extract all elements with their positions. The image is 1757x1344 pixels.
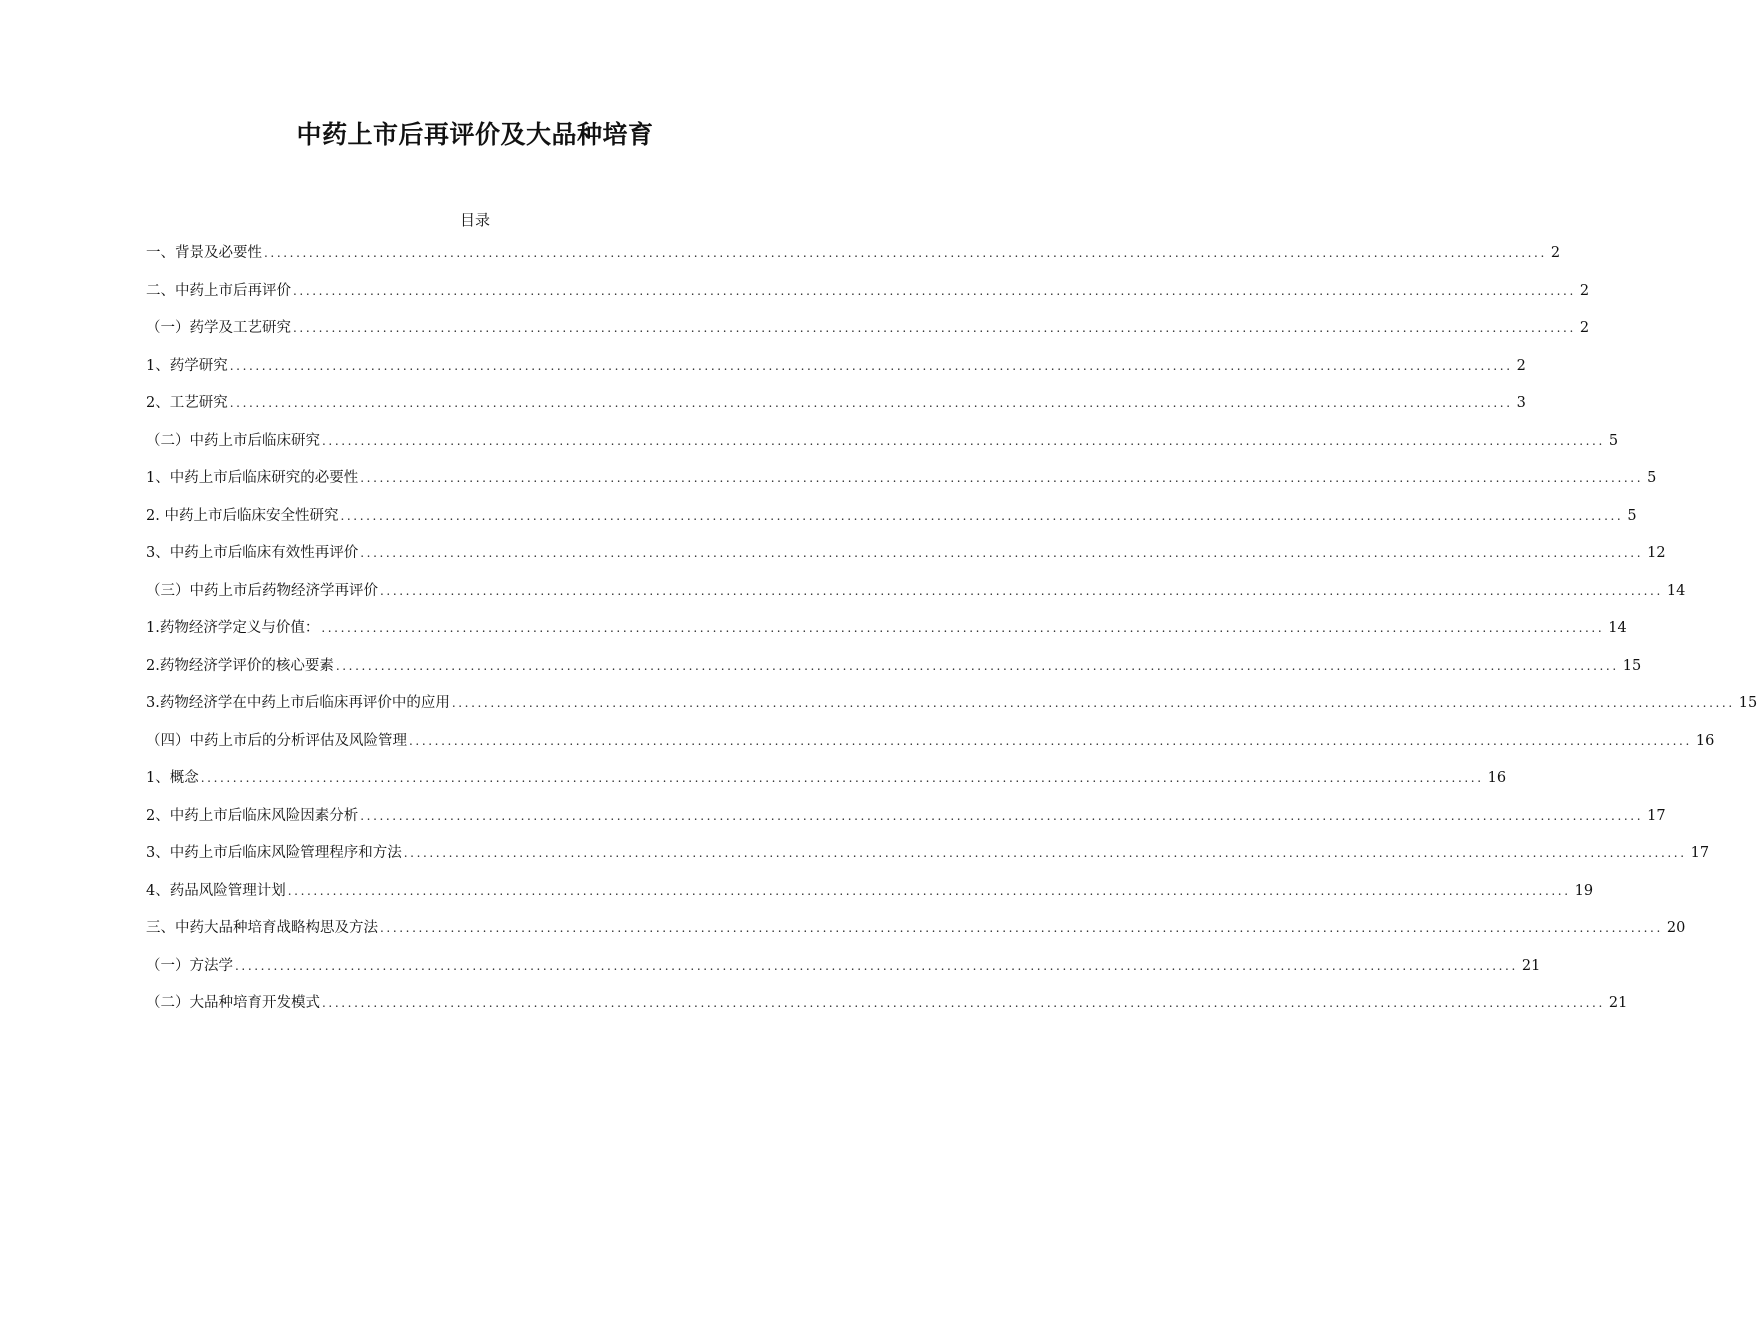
toc-entry[interactable] bbox=[146, 653, 1642, 691]
toc-entry[interactable] bbox=[146, 915, 1686, 953]
toc-dot-leader: ........................................................................................................................................................................................................ bbox=[229, 396, 1513, 410]
toc-entry-page: 20 bbox=[1666, 920, 1686, 936]
toc-entry[interactable] bbox=[146, 428, 1619, 466]
toc-dot-leader: ........................................................................................................................................................................................................ bbox=[360, 546, 1644, 560]
toc-entry-page: 5 bbox=[1627, 507, 1637, 524]
toc-entry[interactable] bbox=[146, 803, 1666, 841]
toc-entry-page: 21 bbox=[1608, 995, 1628, 1011]
toc-heading: 目录 bbox=[459, 211, 490, 229]
toc-entry[interactable] bbox=[146, 465, 1657, 503]
toc-dot-leader: ........................................................................................................................................................................................................ bbox=[451, 696, 1735, 710]
toc-dot-leader: ........................................................................................................................................................................................................ bbox=[229, 358, 1513, 373]
toc-entry[interactable] bbox=[146, 503, 1637, 541]
toc-entry-page: 14 bbox=[1608, 620, 1627, 636]
toc-entry-label: 一、背景及必要性 bbox=[146, 245, 262, 261]
toc-entry-label: 2、工艺研究 bbox=[146, 395, 228, 411]
toc-entry-label: 2、中药上市后临床风险因素分析 bbox=[146, 807, 359, 824]
toc-dot-leader: ........................................................................................................................................................................................................ bbox=[380, 921, 1663, 935]
toc-entry-page: 16 bbox=[1487, 770, 1507, 786]
toc-dot-leader: ........................................................................................................................................................................................................ bbox=[335, 658, 1619, 673]
toc-entry-label: 三、中药大品种培育战略构思及方法 bbox=[146, 920, 378, 936]
toc-entry[interactable] bbox=[146, 240, 1561, 278]
toc-entry[interactable] bbox=[146, 353, 1526, 391]
toc-dot-leader: ........................................................................................................................................................................................................ bbox=[321, 621, 1605, 635]
toc-entry-label: 2. 中药上市后临床安全性研究 bbox=[146, 507, 339, 524]
toc-entry-label: （二）大品种培育开发模式 bbox=[146, 995, 320, 1011]
toc-entry-label: 1、药学研究 bbox=[146, 357, 228, 374]
toc-dot-leader: ........................................................................................................................................................................................................ bbox=[293, 321, 1576, 335]
toc-entry-label: 3、中药上市后临床有效性再评价 bbox=[146, 545, 359, 561]
toc-entry-page: 15 bbox=[1738, 695, 1757, 711]
toc-dot-leader: ........................................................................................................................................................................................................ bbox=[403, 846, 1687, 860]
toc-dot-leader: ........................................................................................................................................................................................................ bbox=[322, 433, 1605, 448]
toc-entry-label: （一）药学及工艺研究 bbox=[146, 320, 291, 336]
toc-dot-leader: ........................................................................................................................................................................................................ bbox=[322, 996, 1605, 1010]
toc-dot-leader: ........................................................................................................................................................................................................ bbox=[293, 283, 1576, 298]
toc-entry-page: 5 bbox=[1647, 470, 1657, 486]
toc-dot-leader: ........................................................................................................................................................................................................ bbox=[360, 471, 1644, 485]
toc-dot-leader: ........................................................................................................................................................................................................ bbox=[409, 733, 1692, 748]
toc-entry[interactable] bbox=[146, 278, 1590, 316]
toc-entry[interactable] bbox=[146, 578, 1686, 616]
toc-entry[interactable] bbox=[146, 315, 1590, 353]
toc-entry[interactable] bbox=[146, 390, 1526, 428]
toc-entry[interactable] bbox=[146, 615, 1627, 653]
toc-entry-page: 5 bbox=[1608, 432, 1619, 449]
toc-dot-leader: ........................................................................................................................................................................................................ bbox=[235, 958, 1518, 973]
toc-entry-label: （三）中药上市后药物经济学再评价 bbox=[146, 582, 378, 599]
toc-entry-page: 14 bbox=[1666, 582, 1686, 599]
toc-entry-label: 1、概念 bbox=[146, 770, 199, 786]
toc-entry-page: 2 bbox=[1516, 357, 1526, 374]
toc-entry-page: 16 bbox=[1695, 732, 1715, 749]
toc-entry-label: 3、中药上市后临床风险管理程序和方法 bbox=[146, 845, 402, 861]
toc-entry[interactable] bbox=[146, 728, 1715, 766]
toc-entry-page: 2 bbox=[1550, 245, 1561, 261]
toc-entry-page: 12 bbox=[1647, 545, 1666, 561]
toc-dot-leader: ........................................................................................................................................................................................................ bbox=[380, 583, 1663, 598]
toc-entry[interactable] bbox=[146, 540, 1666, 578]
toc-entry-label: 二、中药上市后再评价 bbox=[146, 282, 291, 299]
toc-entry[interactable] bbox=[146, 953, 1541, 991]
toc-entry[interactable] bbox=[146, 878, 1594, 916]
toc-entry[interactable] bbox=[146, 765, 1507, 803]
toc-dot-leader: ........................................................................................................................................................................................................ bbox=[200, 771, 1484, 785]
toc-entry-label: 2.药物经济学评价的核心要素 bbox=[146, 657, 334, 674]
toc-entry-label: 4、药品风险管理计划 bbox=[146, 882, 286, 899]
toc-entry-label: （二）中药上市后临床研究 bbox=[146, 432, 320, 449]
toc-entry-page: 19 bbox=[1574, 882, 1594, 899]
toc-dot-leader: ........................................................................................................................................................................................................ bbox=[264, 246, 1547, 260]
toc-entry-page: 21 bbox=[1521, 957, 1541, 974]
toc-dot-leader: ........................................................................................................................................................................................................ bbox=[287, 883, 1571, 898]
toc-entry-page: 15 bbox=[1622, 657, 1642, 674]
toc-dot-leader: ........................................................................................................................................................................................................ bbox=[340, 508, 1624, 523]
toc-entry-label: 1.药物经济学定义与价值： bbox=[146, 620, 320, 636]
toc-entry-page: 3 bbox=[1516, 395, 1526, 411]
table-of-contents bbox=[146, 240, 1757, 1028]
toc-entry-page: 2 bbox=[1579, 320, 1590, 336]
toc-entry-page: 2 bbox=[1579, 282, 1590, 299]
toc-entry-page: 17 bbox=[1690, 845, 1710, 861]
toc-entry-label: （四）中药上市后的分析评估及风险管理 bbox=[146, 732, 407, 749]
toc-entry-label: 1、中药上市后临床研究的必要性 bbox=[146, 470, 359, 486]
toc-entry[interactable] bbox=[146, 840, 1710, 878]
document-title: 中药上市后再评价及大品种培育 bbox=[296, 120, 654, 149]
toc-entry[interactable] bbox=[146, 690, 1757, 728]
toc-entry-label: 3.药物经济学在中药上市后临床再评价中的应用 bbox=[146, 695, 450, 711]
toc-entry[interactable] bbox=[146, 990, 1628, 1028]
toc-entry-label: （一）方法学 bbox=[146, 957, 233, 974]
toc-dot-leader: ........................................................................................................................................................................................................ bbox=[360, 808, 1644, 823]
toc-entry-page: 17 bbox=[1647, 807, 1666, 824]
